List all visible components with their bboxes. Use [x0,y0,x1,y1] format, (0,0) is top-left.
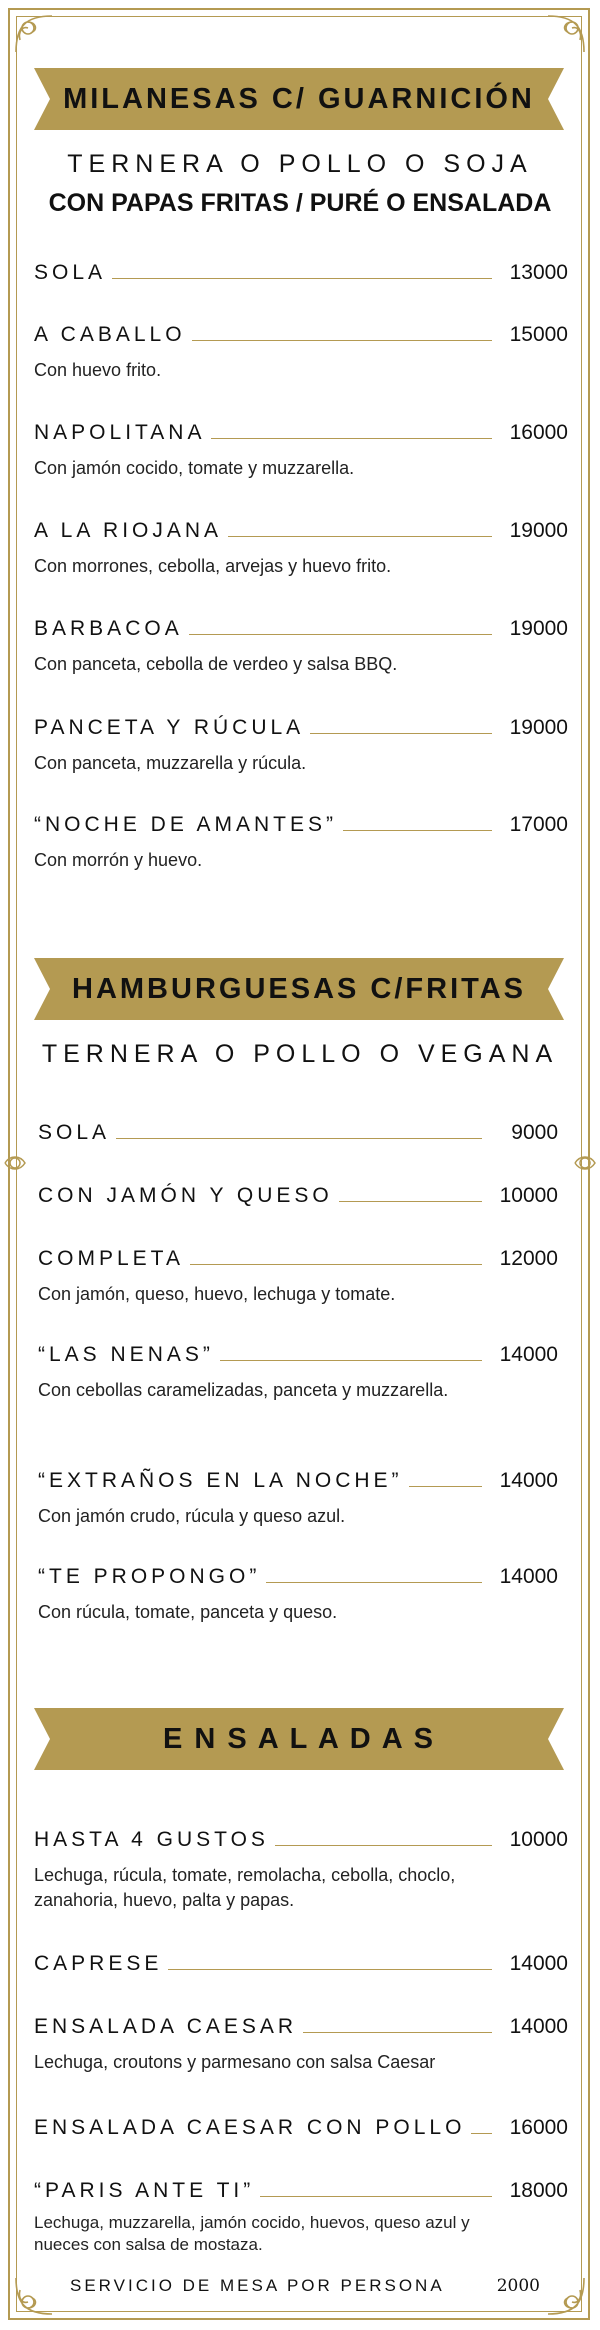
leader-line [343,830,492,831]
leader-line [303,2032,492,2033]
menu-item [34,2176,568,2256]
item-description: Con jamón, queso, huevo, lechuga y tomate. [38,1284,396,1304]
item-description: Con jamón cocido, tomate y muzzarella. [34,458,355,478]
section-subtitle: TERNERA O POLLO O VEGANA [41,1040,559,1068]
item-name: COMPLETA [38,1247,184,1270]
menu-item [34,1825,568,1913]
item-price: 18000 [509,2179,568,2202]
leader-line [112,278,492,279]
item-description: Lechuga, rúcula, tomate, remolacha, cebolla, choclo, zanahoria, huevo, palta y papas. [34,1865,456,1910]
item-price: 16000 [509,421,568,444]
menu-item [38,1244,558,1307]
leader-line [471,2133,492,2134]
item-price: 13000 [509,261,568,284]
menu-item [34,2012,568,2075]
leader-line [266,1582,482,1583]
side-ornament-icon [572,1150,598,1176]
menu-item [34,810,568,873]
menu-item [34,258,568,288]
item-name: “EXTRAÑOS EN LA NOCHE” [38,1469,403,1492]
item-name: SOLA [34,261,107,284]
item-name: ENSALADA CAESAR [34,2015,298,2038]
item-price: 19000 [509,617,568,640]
item-price: 15000 [509,323,568,346]
menu-item [34,713,568,776]
menu-item [34,2113,568,2143]
leader-line [190,1264,482,1265]
section-banner-hamburguesas [34,958,564,1020]
corner-ornament-icon [12,12,56,56]
item-description: Con jamón crudo, rúcula y queso azul. [38,1506,346,1526]
leader-line [260,2196,492,2197]
item-description: Con morrón y huevo. [34,850,203,870]
item-price: 14000 [509,1952,568,1975]
item-name: “TE PROPONGO” [38,1565,261,1588]
item-price: 14000 [499,1469,558,1492]
item-description: Lechuga, croutons y parmesano con salsa Caesar [34,2052,436,2072]
leader-line [189,634,492,635]
table-service-footer [70,2276,540,2296]
leader-line [275,1845,492,1846]
menu-item [34,1949,568,1979]
item-description: Con huevo frito. [34,360,162,380]
item-price: 12000 [499,1247,558,1270]
item-name: “PARIS ANTE TI” [34,2179,255,2202]
section-title: E N S A L A D A S [163,1723,435,1755]
footer-label: SERVICIO DE MESA POR PERSONA [70,2276,445,2295]
section-subtitle: CON PAPAS FRITAS / PURÉ O ENSALADA [48,189,552,217]
leader-line [310,733,492,734]
menu-item [34,614,568,677]
item-price: 14000 [499,1565,558,1588]
item-name: “LAS NENAS” [38,1343,214,1366]
item-price: 9000 [511,1121,558,1144]
leader-line [339,1201,482,1202]
corner-ornament-icon [12,2274,56,2318]
leader-line [116,1138,482,1139]
corner-ornament-icon [544,2274,588,2318]
menu-item [38,1562,558,1625]
menu-item [38,1118,558,1148]
item-name: HASTA 4 GUSTOS [34,1828,269,1851]
item-description: Con rúcula, tomate, panceta y queso. [38,1602,338,1622]
section-title: HAMBURGUESAS C/FRITAS [72,973,526,1005]
item-description: Lechuga, muzzarella, jamón cocido, huevos, queso azul y nueces con salsa de mostaza. [34,2213,470,2254]
footer-price: 2000 [496,2276,540,2296]
side-ornament-icon [2,1150,28,1176]
item-description: Con morrones, cebolla, arvejas y huevo frito. [34,556,392,576]
leader-line [228,536,492,537]
section-banner-milanesas [34,68,564,130]
item-description: Con panceta, muzzarella y rúcula. [34,753,307,773]
section-subtitle: TERNERA O POLLO O SOJA [67,150,533,178]
item-description: Con cebollas caramelizadas, panceta y muzzarella. [38,1380,449,1400]
item-name: “NOCHE DE AMANTES” [34,813,338,836]
section-banner-ensaladas [34,1708,564,1770]
item-name: CAPRESE [34,1952,163,1975]
item-name: NAPOLITANA [34,421,206,444]
leader-line [168,1969,492,1970]
item-price: 17000 [509,813,568,836]
menu-item [38,1340,558,1403]
leader-line [211,438,492,439]
leader-line [409,1486,482,1487]
menu-item [38,1181,558,1211]
item-name: BARBACOA [34,617,183,640]
item-name: ENSALADA CAESAR CON POLLO [34,2116,466,2139]
item-description: Con panceta, cebolla de verdeo y salsa BBQ. [34,654,398,674]
item-name: A LA RIOJANA [34,519,223,542]
leader-line [192,340,492,341]
item-name: PANCETA Y RÚCULA [34,716,305,739]
item-price: 10000 [499,1184,558,1207]
item-price: 10000 [509,1828,568,1851]
item-price: 16000 [509,2116,568,2139]
menu-item [38,1466,558,1529]
item-price: 14000 [499,1343,558,1366]
item-price: 19000 [509,519,568,542]
menu-item [34,320,568,383]
item-price: 14000 [509,2015,568,2038]
menu-item [34,418,568,481]
section-title: MILANESAS C/ GUARNICIÓN [63,83,535,115]
item-name: SOLA [38,1121,111,1144]
item-name: A CABALLO [34,323,186,346]
item-name: CON JAMÓN Y QUESO [38,1184,333,1207]
menu-item [34,516,568,579]
leader-line [220,1360,482,1361]
corner-ornament-icon [544,12,588,56]
item-price: 19000 [509,716,568,739]
